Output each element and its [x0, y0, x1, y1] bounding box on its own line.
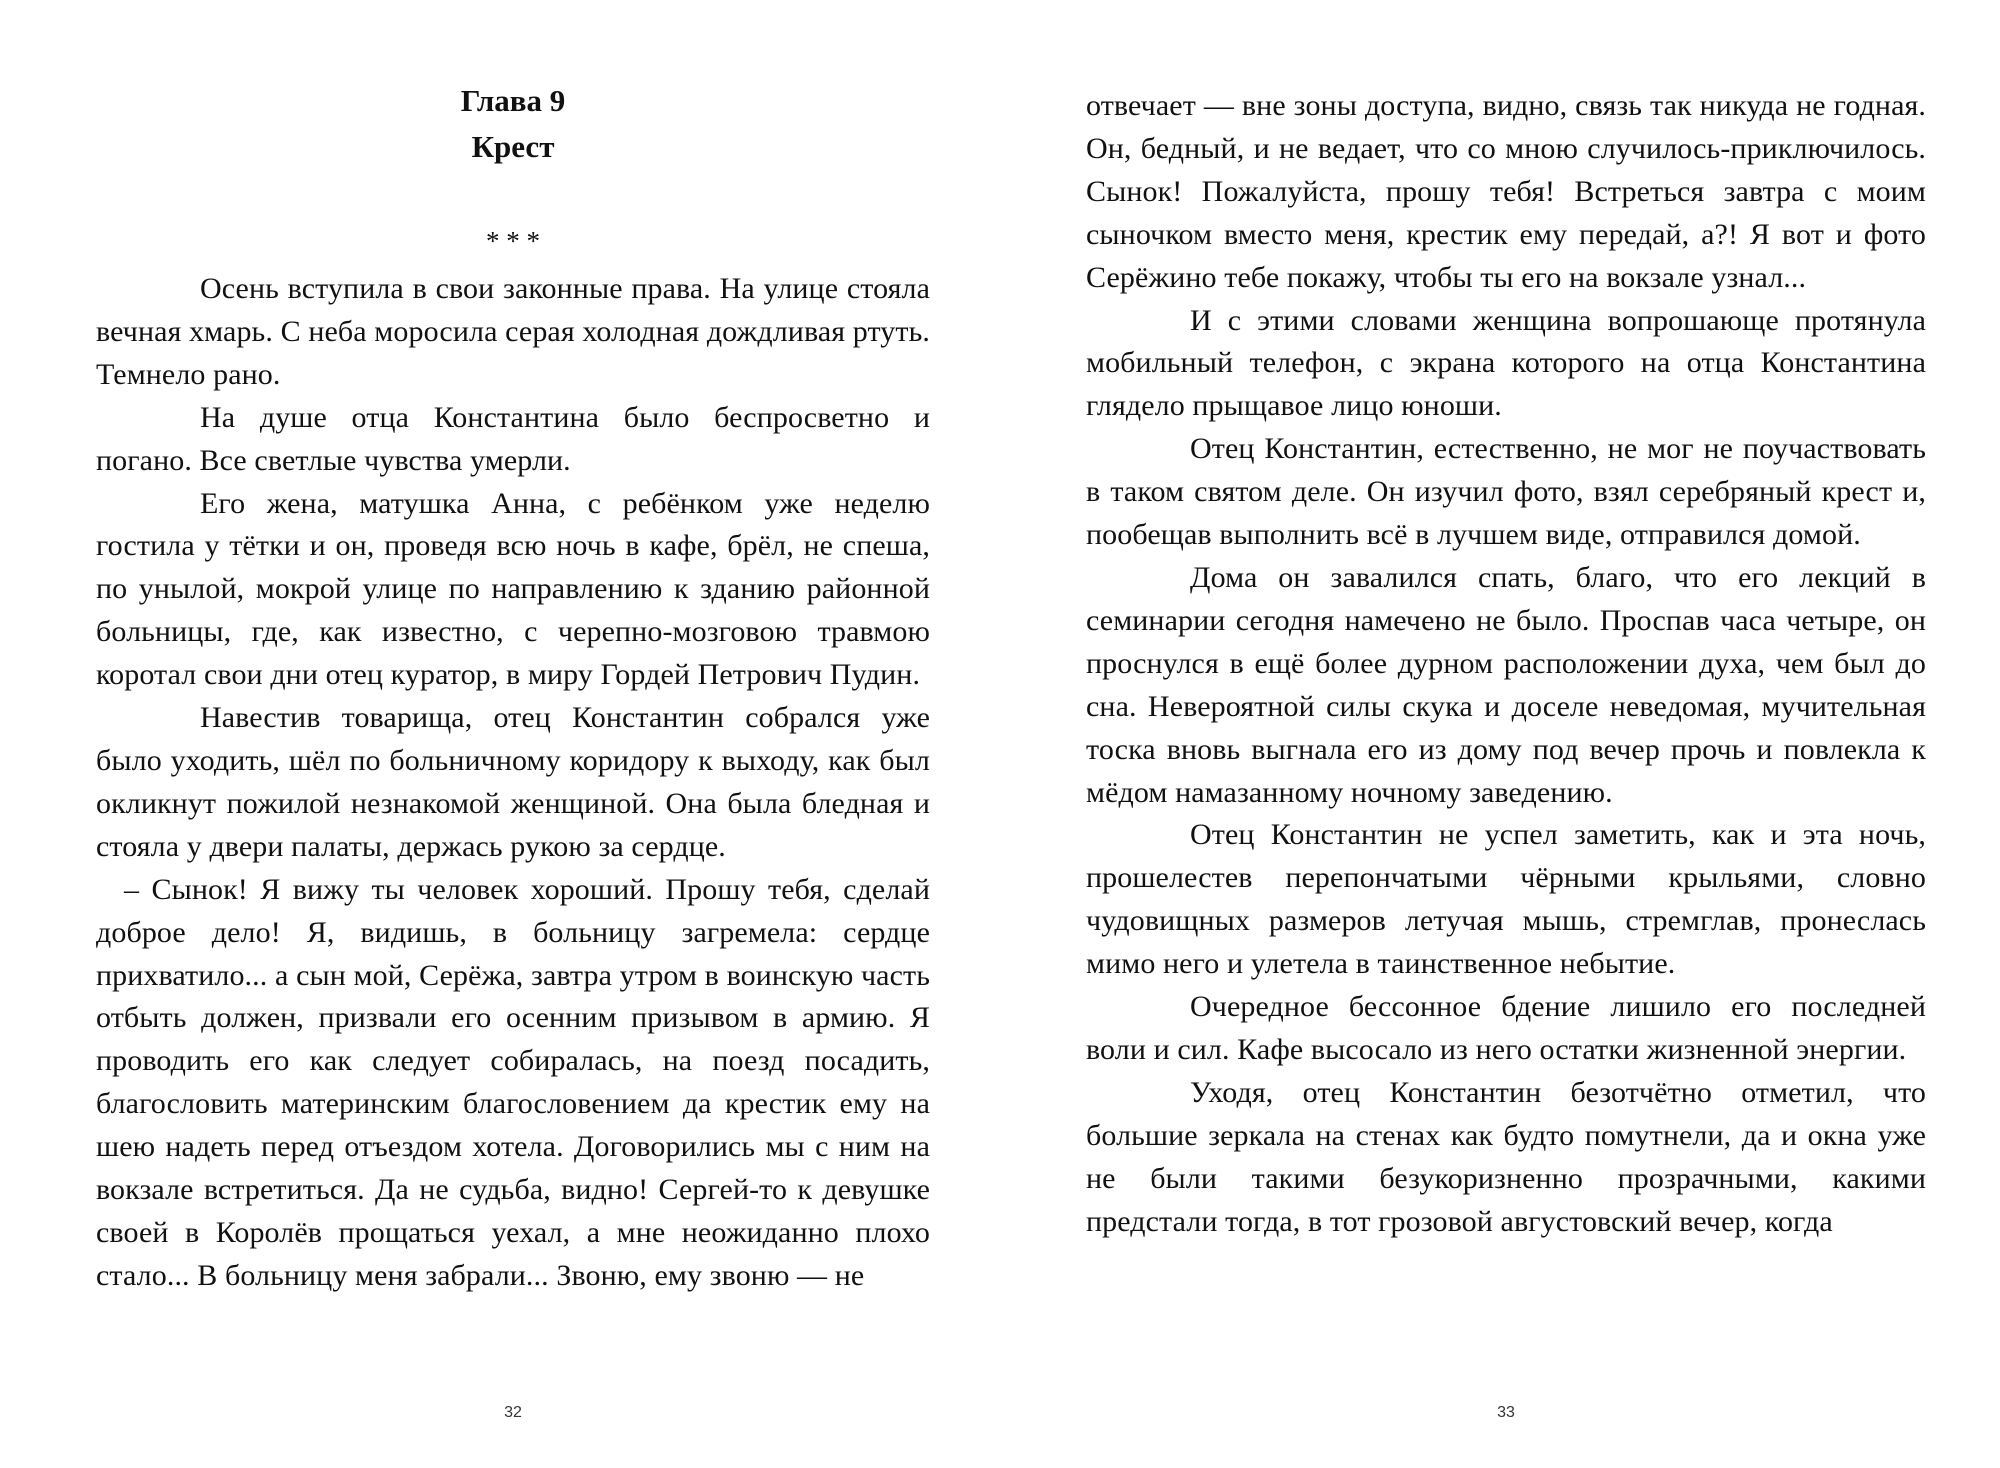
paragraph: Уходя, отец Константин безотчётно отметил, что большие зеркала на стенах как будто помутнели, да и окна уже не были такими безукоризненно прозрачными, какими предстали тогда, в тот грозовой августовский вечер, когда [1086, 1075, 1926, 1238]
left-page [96, 0, 930, 1468]
section-separator: * * * [486, 226, 540, 256]
chapter-heading [96, 78, 930, 170]
paragraph: Очередное бессонное бдение лишило его последней воли и сил. Кафе высосало из него остатки жизненной энергии. [1086, 990, 1926, 1066]
right-page [1086, 0, 1926, 1468]
page-number: 33 [1497, 1404, 1515, 1421]
paragraph: Навестив товарища, отец Константин собрался уже было уходить, шёл по больничному коридору к выходу, как был окликнут пожилой незнакомой женщиной. Она была бледная и стояла у двери палаты, держась рукою за сердце. [96, 701, 930, 863]
paragraph: Его жена, матушка Анна, с ребёнком уже неделю гостила у тётки и он, проведя всю ночь в кафе, брёл, не спеша, по унылой, мокрой улице по направлению к зданию районной больницы, где, как известно, с черепно-мозговою травмою коротал свои дни отец куратор, в миру Гордей Петрович Пудин. [96, 486, 930, 692]
left-page-text [96, 268, 930, 1298]
paragraph: – Сынок! Я вижу ты человек хороший. Прошу тебя, сделай доброе дело! Я, видишь, в больницу загремела: сердце прихватило... а сын мой, Серёжа, завтра утром в воинскую часть отбыть должен, призвали его осенним призывом в армию. Я проводить его как следует собиралась, на поезд посадить, благословить материнским благословением да крестик ему на шею надеть перед отъездом хотела. Договорились мы с ним на вокзале встретиться. Да не судьба, видно! Сергей-то к девушке своей в Королёв прощаться уехал, а мне неожиданно плохо стало... В больницу меня забрали... Звоню, ему звоню — не [96, 872, 930, 1292]
paragraph: Осень вступила в свои законные права. На улице стояла вечная хмарь. С неба моросила серая холодная дождливая ртуть. Темнело рано. [96, 272, 930, 391]
paragraph: Дома он завалился спать, благо, что его лекций в семинарии сегодня намечено не было. Проспав часа четыре, он проснулся в ещё более дурном расположении духа, чем был до сна. Невероятной силы скука и доселе неведомая, мучительная тоска вновь выгнала его из дому под вечер прочь и повлекла к мёдом намазанному ночному заведению. [1086, 560, 1926, 809]
paragraph: Отец Константин не успел заметить, как и эта ночь, прошелестев перепончатыми чёрными крыльями, словно чудовищных размеров летучая мышь, стремглав, пронеслась мимо него и улетела в таинственное небытие. [1086, 818, 1926, 981]
paragraph: И с этими словами женщина вопрошающе протянула мобильный телефон, с экрана которого на отца Константина глядело прыщавое лицо юноши. [1086, 303, 1926, 423]
paragraph: Отец Константин, естественно, не мог не поучаствовать в таком святом деле. Он изучил фото, взял серебряный крест и, пообещав выполнить всё в лучшем виде, отправился домой. [1086, 432, 1926, 552]
chapter-number: Глава 9 [460, 83, 566, 118]
page-number: 32 [504, 1404, 522, 1421]
chapter-title: Крест [471, 129, 555, 164]
right-page-text [1086, 85, 1926, 1243]
paragraph: отвечает — вне зоны доступа, видно, связь так никуда не годная. Он, бедный, и не ведает, что со мною случилось-приключилось. Сынок! Пожалуйста, прошу тебя! Встреться завтра с моим сыночком вместо меня, крестик ему передай, а?! Я вот и фото Серёжино тебе покажу, чтобы ты его на вокзале узнал... [1086, 89, 1926, 294]
paragraph: На душе отца Константина было беспросветно и погано. Все светлые чувства умерли. [96, 400, 930, 477]
